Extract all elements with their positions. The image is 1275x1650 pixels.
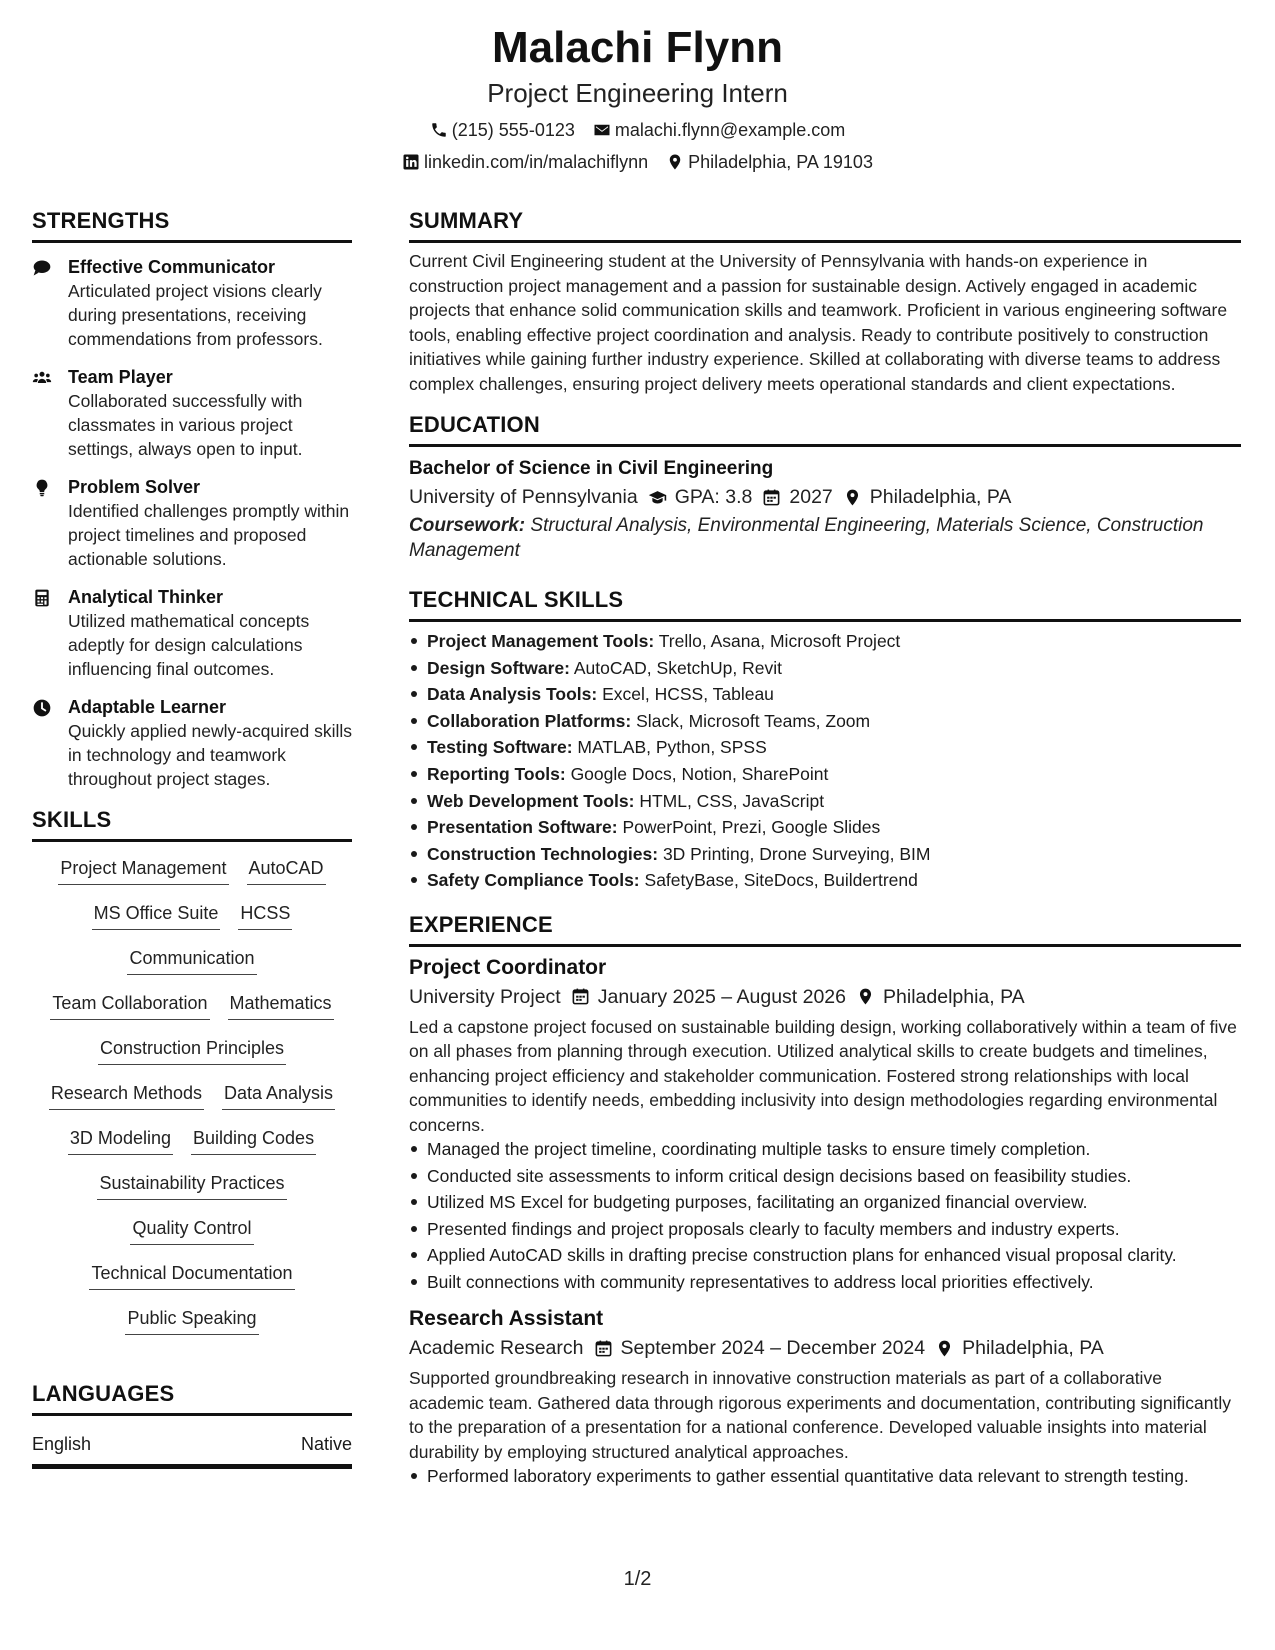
tech-skill-value: 3D Printing, Drone Surveying, BIM <box>662 843 931 864</box>
list-item <box>409 734 1241 761</box>
skills-heading: SKILLS <box>32 807 112 832</box>
languages-heading: LANGUAGES <box>32 1381 175 1406</box>
list-item: Performed laboratory experiments to gather essential quantitative data relevant to strength testing. <box>409 1464 1241 1489</box>
tech-skill-value: PowerPoint, Prezi, Google Slides <box>622 817 881 838</box>
resume-header <box>0 20 1275 174</box>
left-column <box>32 206 352 1469</box>
job-title: Project Coordinator <box>409 955 607 979</box>
dates-text: September 2024 – December 2024 <box>620 1337 926 1360</box>
experience-divider <box>409 944 1241 947</box>
experience-entry <box>409 1304 1241 1489</box>
job-description: Supported groundbreaking research in innovative construction materials as part of a collaborative academic team. Gathered data through rigorous experiments and documentation, contributing significantly to the preparation of a presentation for a national conference. Developed valuable insights into material durability by employing structured analytical approaches. <box>409 1368 1231 1462</box>
linkedin-text: linkedin.com/in/malachiflynn <box>424 152 649 172</box>
tech-skill-value: Google Docs, Notion, SharePoint <box>570 763 829 784</box>
coursework <box>409 513 1241 563</box>
strength-title: Problem Solver <box>68 477 201 497</box>
tech-skill-value: SafetyBase, SiteDocs, Buildertrend <box>644 870 918 891</box>
list-item <box>409 628 1241 655</box>
list-item: Utilized MS Excel for budgeting purposes, facilitating an organized financial overview. <box>409 1190 1241 1215</box>
graduation-cap-icon <box>648 488 667 507</box>
tech-skill-label: Design Software: <box>427 657 570 678</box>
skills-divider <box>32 839 352 842</box>
job-location <box>935 1334 1104 1362</box>
gpa <box>648 483 753 511</box>
contact-phone[interactable] <box>430 118 575 142</box>
strength-item <box>32 695 352 791</box>
tech-skill-label: Web Development Tools: <box>427 790 635 811</box>
job-location <box>856 983 1025 1011</box>
list-item <box>409 708 1241 735</box>
contact-linkedin[interactable] <box>402 150 648 174</box>
tech-skill-value: Slack, Microsoft Teams, Zoom <box>636 710 871 731</box>
skill-tag: AutoCAD <box>247 854 326 885</box>
job-meta <box>409 1334 1241 1362</box>
year-text: 2027 <box>789 486 833 508</box>
calendar-icon <box>762 488 781 507</box>
job-dates <box>594 1334 926 1362</box>
list-item: Managed the project timeline, coordinating multiple tasks to ensure timely completion. <box>409 1137 1241 1162</box>
experience-entry <box>409 953 1241 1295</box>
tech-skill-label: Project Management Tools: <box>427 631 655 651</box>
contact-location <box>666 150 873 174</box>
tech-skill-label: Testing Software: <box>427 737 573 758</box>
list-item: Conducted site assessments to inform critical design decisions based on feasibility studies. <box>409 1164 1241 1189</box>
skill-tag: MS Office Suite <box>92 899 221 930</box>
tech-skill-value: Excel, HCSS, Tableau <box>602 684 774 705</box>
skills-list <box>32 854 352 1349</box>
contact-email[interactable] <box>593 118 845 142</box>
education-location <box>843 483 1012 511</box>
list-item <box>409 761 1241 788</box>
strength-description: Identified challenges promptly within project timelines and proposed actionable solutions. <box>68 501 350 569</box>
tech-skill-label: Collaboration Platforms: <box>427 710 632 731</box>
tech-skill-label: Data Analysis Tools: <box>427 684 598 705</box>
team-icon <box>32 368 52 388</box>
phone-icon <box>430 121 448 139</box>
strength-title: Effective Communicator <box>68 257 276 277</box>
job-title: Research Assistant <box>409 1307 604 1331</box>
education-heading: EDUCATION <box>409 412 540 437</box>
tech-skill-label: Presentation Software: <box>427 817 618 838</box>
strengths-heading: STRENGTHS <box>32 208 170 233</box>
edu-location-text: Philadelphia, PA <box>869 486 1012 508</box>
map-pin-icon <box>666 153 684 171</box>
tech-skill-value: AutoCAD, SketchUp, Revit <box>573 657 782 678</box>
page-number: 1/2 <box>623 1568 652 1590</box>
strength-item <box>32 365 352 461</box>
tech-skill-value: Trello, Asana, Microsoft Project <box>658 631 901 651</box>
list-item <box>409 788 1241 815</box>
map-pin-icon <box>843 488 862 507</box>
job-dates <box>571 983 846 1011</box>
tech-skill-label: Reporting Tools: <box>427 763 566 784</box>
linkedin-icon <box>402 153 420 171</box>
phone-text: (215) 555-0123 <box>451 120 575 140</box>
skill-tag: Public Speaking <box>125 1304 258 1335</box>
language-level: Native <box>300 1434 352 1454</box>
coursework-list: Structural Analysis, Environmental Engineering, Materials Science, Construction Management <box>409 515 1204 561</box>
map-pin-icon <box>935 1339 954 1358</box>
strength-description: Utilized mathematical concepts adeptly for design calculations influencing final outcomes. <box>68 611 310 679</box>
job-meta <box>409 983 1241 1011</box>
degree-title: Bachelor of Science in Civil Engineering <box>409 458 774 479</box>
job-description: Led a capstone project focused on sustainable building design, working collaboratively within a team of five on all phases from planning through execution. Utilized analytical skills to create budgets and timelines, enhancing project efficiency and stakeholder communication. Fostered strong relationships with local communities to identify needs, embedding inclusivity into design methodologies regarding environmental concerns. <box>409 1016 1237 1135</box>
skill-tag: Sustainability Practices <box>97 1169 286 1200</box>
email-text: malachi.flynn@example.com <box>614 120 846 140</box>
skill-tag: Data Analysis <box>222 1079 335 1110</box>
location-text: Philadelphia, PA 19103 <box>688 152 873 172</box>
job-org: University Project <box>409 985 561 1008</box>
tech-skill-value: HTML, CSS, JavaScript <box>639 790 825 811</box>
job-bullets <box>409 1464 1241 1489</box>
skill-tag: Technical Documentation <box>89 1259 294 1290</box>
strength-item <box>32 255 352 351</box>
job-location-text: Philadelphia, PA <box>883 985 1025 1008</box>
education-meta <box>409 483 1241 511</box>
job-org: Academic Research <box>409 1337 584 1360</box>
speech-bubble-icon <box>32 258 52 278</box>
summary-divider <box>409 240 1241 243</box>
envelope-icon <box>593 121 611 139</box>
list-item: Presented findings and project proposals clearly to faculty members and industry experts. <box>409 1217 1241 1242</box>
contact-row-secondary <box>0 150 1275 174</box>
clock-icon <box>32 698 52 718</box>
list-item <box>409 841 1241 868</box>
tech-skill-label: Construction Technologies: <box>427 843 659 864</box>
skill-tag: Quality Control <box>130 1214 253 1245</box>
language-name: English <box>32 1434 92 1454</box>
job-location-text: Philadelphia, PA <box>962 1337 1104 1360</box>
strength-description: Collaborated successfully with classmates in various project settings, always open to input. <box>68 391 303 459</box>
lightbulb-icon <box>32 478 52 498</box>
summary-heading: SUMMARY <box>409 208 524 233</box>
calendar-icon <box>594 1339 613 1358</box>
skill-tag: Construction Principles <box>98 1034 286 1065</box>
skill-tag: Communication <box>127 944 256 975</box>
strength-item <box>32 585 352 681</box>
calculator-icon <box>32 588 52 608</box>
tech-skill-value: MATLAB, Python, SPSS <box>577 737 767 758</box>
technical-skills-heading: TECHNICAL SKILLS <box>409 587 624 612</box>
contact-row-primary <box>0 118 1275 142</box>
experience-heading: EXPERIENCE <box>409 911 553 937</box>
skill-tag: Project Management <box>58 854 228 885</box>
list-item <box>409 655 1241 682</box>
dates-text: January 2025 – August 2026 <box>597 985 847 1008</box>
skill-tag: Building Codes <box>191 1124 316 1155</box>
languages-divider <box>32 1413 352 1416</box>
tech-skill-label: Safety Compliance Tools: <box>427 870 640 891</box>
strength-title: Adaptable Learner <box>68 697 227 717</box>
technical-skills-list <box>409 628 1241 894</box>
skill-tag: Mathematics <box>228 989 334 1020</box>
gpa-text: GPA: 3.8 <box>674 486 753 508</box>
calendar-icon <box>571 987 590 1006</box>
language-row <box>32 1432 352 1469</box>
skill-tag: HCSS <box>238 899 292 930</box>
education-divider <box>409 444 1241 447</box>
list-item: Built connections with community representatives to address local priorities effectively. <box>409 1270 1241 1295</box>
strengths-divider <box>32 240 352 243</box>
list-item <box>409 681 1241 708</box>
list-item <box>409 867 1241 894</box>
skill-tag: Team Collaboration <box>50 989 209 1020</box>
coursework-label: Coursework: <box>409 515 526 536</box>
strength-title: Team Player <box>68 367 173 387</box>
list-item <box>409 814 1241 841</box>
map-pin-icon <box>856 987 875 1006</box>
summary-text: Current Civil Engineering student at the University of Pennsylvania with hands-on experience in construction project management and a passion for sustainable design. Actively engaged in academic projects that enhance solid communication skills and teamwork. Proficient in various engineering software tools, enabling effective project coordination and analysis. Ready to contribute positively to construction initiatives while gaining further industry experience. Skilled at collaborating with diverse teams to address complex challenges, ensuring project delivery meets operational standards and client expectations. <box>409 251 1228 394</box>
strength-description: Quickly applied newly-acquired skills in technology and teamwork throughout project stages. <box>68 721 353 789</box>
candidate-title: Project Engineering Intern <box>487 78 788 108</box>
skill-tag: Research Methods <box>49 1079 204 1110</box>
strength-item <box>32 475 352 571</box>
right-column <box>409 206 1241 1491</box>
job-bullets <box>409 1137 1241 1294</box>
skill-tag: 3D Modeling <box>68 1124 173 1155</box>
list-item: Applied AutoCAD skills in drafting precise construction plans for enhanced visual proposal clarity. <box>409 1243 1241 1268</box>
graduation-year <box>762 483 832 511</box>
strength-description: Articulated project visions clearly during presentations, receiving commendations from professors. <box>68 281 323 349</box>
strength-title: Analytical Thinker <box>68 587 224 607</box>
school-name: University of Pennsylvania <box>409 486 638 508</box>
candidate-name: Malachi Flynn <box>492 23 783 72</box>
technical-skills-divider <box>409 619 1241 622</box>
strengths-list <box>32 255 352 791</box>
